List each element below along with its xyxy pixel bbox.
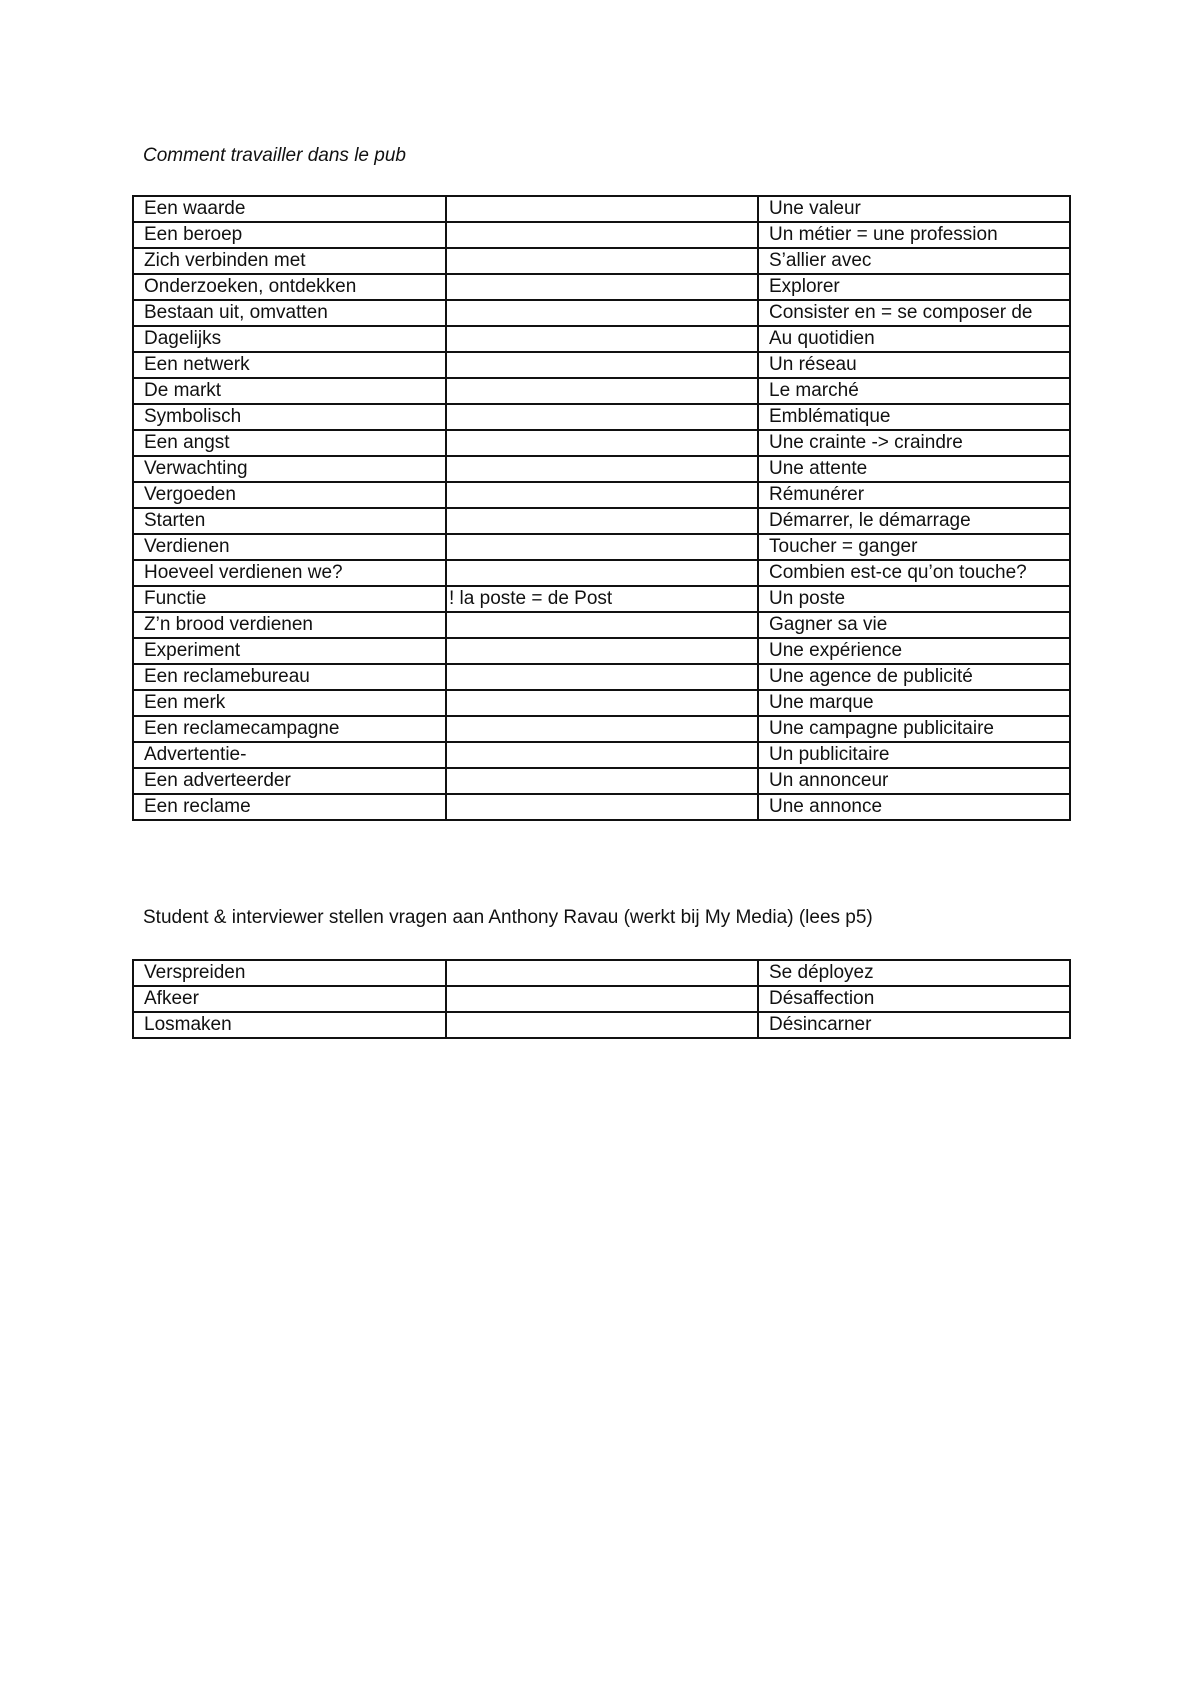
note-cell	[446, 248, 758, 274]
table-row	[133, 534, 1070, 560]
french-term-cell: Désaffection	[758, 986, 1070, 1012]
table-row	[133, 960, 1070, 986]
french-term-cell: Rémunérer	[758, 482, 1070, 508]
french-term-cell: Un métier = une profession	[758, 222, 1070, 248]
dutch-term-cell: Dagelijks	[133, 326, 446, 352]
vocabulary-table-body	[133, 196, 1070, 820]
note-cell: ! la poste = de Post	[446, 586, 758, 612]
table-row	[133, 404, 1070, 430]
table-row	[133, 456, 1070, 482]
note-cell	[446, 716, 758, 742]
french-term-cell: Consister en = se composer de	[758, 300, 1070, 326]
table-row	[133, 482, 1070, 508]
dutch-term-cell: Verdienen	[133, 534, 446, 560]
table-row	[133, 586, 1070, 612]
table-row	[133, 1012, 1070, 1038]
dutch-term-cell: Onderzoeken, ontdekken	[133, 274, 446, 300]
dutch-term-cell: Een adverteerder	[133, 768, 446, 794]
note-cell	[446, 534, 758, 560]
note-cell	[446, 742, 758, 768]
dutch-term-cell: Experiment	[133, 638, 446, 664]
dutch-term-cell: Z’n brood verdienen	[133, 612, 446, 638]
french-term-cell: Un poste	[758, 586, 1070, 612]
dutch-term-cell: Zich verbinden met	[133, 248, 446, 274]
note-cell	[446, 300, 758, 326]
dutch-term-cell: Losmaken	[133, 1012, 446, 1038]
french-term-cell: Explorer	[758, 274, 1070, 300]
french-term-cell: Gagner sa vie	[758, 612, 1070, 638]
note-cell	[446, 274, 758, 300]
dutch-term-cell: Een beroep	[133, 222, 446, 248]
dutch-term-cell: Een angst	[133, 430, 446, 456]
note-cell	[446, 638, 758, 664]
dutch-term-cell: Symbolisch	[133, 404, 446, 430]
dutch-term-cell: Vergoeden	[133, 482, 446, 508]
note-cell	[446, 222, 758, 248]
table-row	[133, 560, 1070, 586]
table-row	[133, 300, 1070, 326]
table-row	[133, 742, 1070, 768]
note-cell	[446, 1012, 758, 1038]
table-row	[133, 716, 1070, 742]
dutch-term-cell: De markt	[133, 378, 446, 404]
french-term-cell: Le marché	[758, 378, 1070, 404]
note-cell	[446, 664, 758, 690]
french-term-cell: Une valeur	[758, 196, 1070, 222]
dutch-term-cell: Hoeveel verdienen we?	[133, 560, 446, 586]
table-row	[133, 352, 1070, 378]
note-cell	[446, 482, 758, 508]
dutch-term-cell: Afkeer	[133, 986, 446, 1012]
table-row	[133, 196, 1070, 222]
french-term-cell: Une marque	[758, 690, 1070, 716]
dutch-term-cell: Verspreiden	[133, 960, 446, 986]
french-term-cell: Au quotidien	[758, 326, 1070, 352]
note-cell	[446, 352, 758, 378]
dutch-term-cell: Een merk	[133, 690, 446, 716]
vocabulary-table-2	[132, 959, 1071, 1039]
table-row	[133, 508, 1070, 534]
table-row	[133, 664, 1070, 690]
note-cell	[446, 690, 758, 716]
dutch-term-cell: Een reclame	[133, 794, 446, 820]
table-row	[133, 222, 1070, 248]
french-term-cell: Un annonceur	[758, 768, 1070, 794]
table-row	[133, 326, 1070, 352]
french-term-cell: Une expérience	[758, 638, 1070, 664]
table-row	[133, 794, 1070, 820]
french-term-cell: Une annonce	[758, 794, 1070, 820]
french-term-cell: Se déployez	[758, 960, 1070, 986]
dutch-term-cell: Starten	[133, 508, 446, 534]
vocabulary-table	[132, 195, 1071, 821]
french-term-cell: Combien est-ce qu’on touche?	[758, 560, 1070, 586]
note-cell	[446, 378, 758, 404]
dutch-term-cell: Bestaan uit, omvatten	[133, 300, 446, 326]
note-cell	[446, 326, 758, 352]
french-term-cell: Une attente	[758, 456, 1070, 482]
french-term-cell: Une crainte -> craindre	[758, 430, 1070, 456]
dutch-term-cell: Een reclamebureau	[133, 664, 446, 690]
table-row	[133, 248, 1070, 274]
note-cell	[446, 612, 758, 638]
table-row	[133, 690, 1070, 716]
table-row	[133, 430, 1070, 456]
dutch-term-cell: Een netwerk	[133, 352, 446, 378]
dutch-term-cell: Een waarde	[133, 196, 446, 222]
french-term-cell: Une agence de publicité	[758, 664, 1070, 690]
note-cell	[446, 960, 758, 986]
dutch-term-cell: Een reclamecampagne	[133, 716, 446, 742]
dutch-term-cell: Functie	[133, 586, 446, 612]
table-row	[133, 986, 1070, 1012]
note-cell	[446, 560, 758, 586]
french-term-cell: Toucher = ganger	[758, 534, 1070, 560]
french-term-cell: Un réseau	[758, 352, 1070, 378]
section-heading: Student & interviewer stellen vragen aan Anthony Ravau (werkt bij My Media) (lees p5)	[143, 907, 873, 928]
dutch-term-cell: Advertentie-	[133, 742, 446, 768]
french-term-cell: Désincarner	[758, 1012, 1070, 1038]
french-term-cell: Un publicitaire	[758, 742, 1070, 768]
table-row	[133, 612, 1070, 638]
vocabulary-table-2-body	[133, 960, 1070, 1038]
note-cell	[446, 768, 758, 794]
note-cell	[446, 196, 758, 222]
french-term-cell: Démarrer, le démarrage	[758, 508, 1070, 534]
note-cell	[446, 404, 758, 430]
french-term-cell: S’allier avec	[758, 248, 1070, 274]
note-cell	[446, 456, 758, 482]
note-cell	[446, 986, 758, 1012]
french-term-cell: Une campagne publicitaire	[758, 716, 1070, 742]
page-title: Comment travailler dans le pub	[143, 145, 406, 166]
table-row	[133, 768, 1070, 794]
table-row	[133, 274, 1070, 300]
note-cell	[446, 794, 758, 820]
note-cell	[446, 430, 758, 456]
note-cell	[446, 508, 758, 534]
table-row	[133, 378, 1070, 404]
french-term-cell: Emblématique	[758, 404, 1070, 430]
dutch-term-cell: Verwachting	[133, 456, 446, 482]
table-row	[133, 638, 1070, 664]
